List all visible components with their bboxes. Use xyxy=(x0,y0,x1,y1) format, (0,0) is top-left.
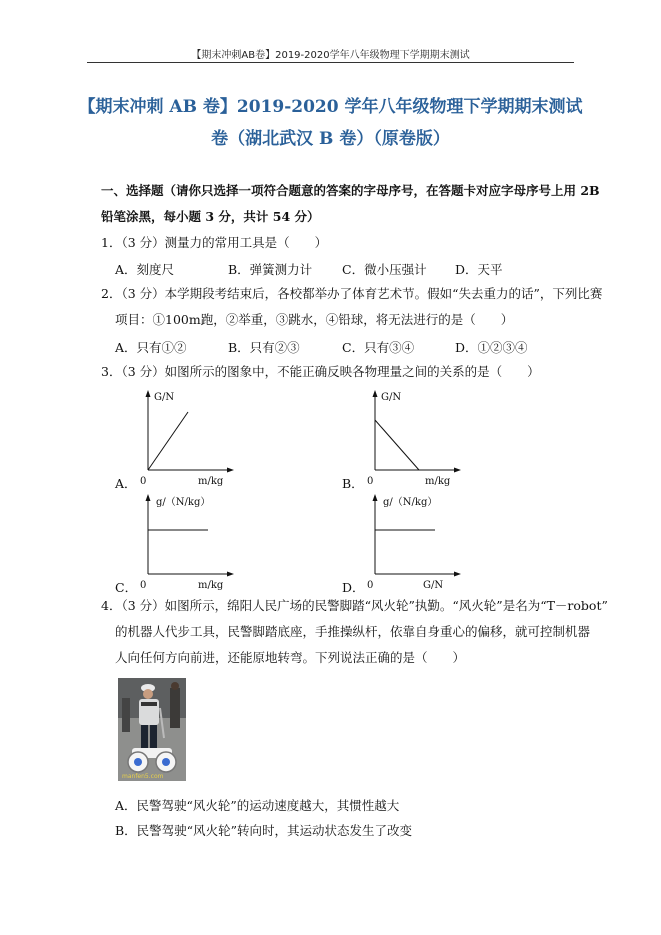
q3-option-b-letter: B． xyxy=(342,476,364,491)
q3-graph-c-origin: 0 xyxy=(140,580,147,591)
q2-option-c: C．只有③④ xyxy=(342,340,415,355)
question-2-line1: 2．（3 分）本学期段考结束后，各校都举办了体育艺术节。假如“失去重力的话”，下列比赛 xyxy=(101,286,603,301)
q3-graph-b-origin: 0 xyxy=(367,476,374,487)
q3-graph-c-xlabel: m/kg xyxy=(198,580,224,591)
q3-graph-c-ylabel: g/（N/kg） xyxy=(156,497,211,508)
q1-option-b: B．弹簧测力计 xyxy=(228,262,313,277)
document-title-line2: 卷（湖北武汉 B 卷）（原卷版） xyxy=(211,129,450,149)
header-rule xyxy=(87,62,574,63)
q2-option-a: A．只有①② xyxy=(115,340,187,355)
q1-option-c: C．微小压强计 xyxy=(342,262,427,277)
question-4-line3: 人向任何方向前进，还能原地转弯。下列说法正确的是（ ） xyxy=(115,650,466,665)
q1-option-d: D．天平 xyxy=(455,262,503,277)
q4-photo xyxy=(118,678,186,781)
question-3-stem: 3．（3 分）如图所示的图象中，不能正确反映各物理量之间的关系的是（ ） xyxy=(101,364,540,379)
q3-graph-d xyxy=(357,492,557,596)
question-4-line2: 的机器人代步工具，民警脚踏底座，手推操纵杆，依靠自身重心的偏移，就可控制机器 xyxy=(115,624,591,639)
q3-option-d-letter: D． xyxy=(342,580,365,595)
section-heading-line2: 铅笔涂黑，每小题 3 分，共计 54 分） xyxy=(101,209,320,224)
q3-graph-a-xlabel: m/kg xyxy=(198,476,224,487)
q4-option-a: A．民警驾驶“风火轮”的运动速度越大，其惯性越大 xyxy=(115,798,400,813)
q3-option-c-letter: C． xyxy=(115,580,138,595)
q3-graph-b-ylabel: G/N xyxy=(381,392,402,403)
section-heading-line1: 一、选择题（请你只选择一项符合题意的答案的字母序号，在答题卡对应字母序号上用 2B xyxy=(101,183,600,198)
q2-option-d: D．①②③④ xyxy=(455,340,528,355)
q3-graph-b xyxy=(357,388,557,492)
question-1-stem: 1．（3 分）测量力的常用工具是（ ） xyxy=(101,235,328,250)
question-2-line2: 项目：①100m跑，②举重，③跳水，④铅球，将无法进行的是（ ） xyxy=(115,312,514,327)
q3-graph-d-ylabel: g/（N/kg） xyxy=(383,497,438,508)
q3-option-a-letter: A． xyxy=(115,476,137,491)
q3-graph-d-xlabel: G/N xyxy=(423,580,444,591)
q3-graph-a-origin: 0 xyxy=(140,476,147,487)
q1-option-a: A．刻度尺 xyxy=(115,262,175,277)
q3-graph-c xyxy=(130,492,330,596)
q3-graph-b-xlabel: m/kg xyxy=(425,476,451,487)
q2-option-b: B．只有②③ xyxy=(228,340,300,355)
q3-graph-a-ylabel: G/N xyxy=(154,392,175,403)
q4-option-b: B．民警驾驶“风火轮”转向时，其运动状态发生了改变 xyxy=(115,823,412,838)
document-title-line1: 【期末冲刺 AB 卷】2019-2020 学年八年级物理下学期期末测试 xyxy=(78,97,583,117)
running-header: 【期末冲刺AB卷】2019-2020学年八年级物理下学期期末测试 xyxy=(191,50,470,61)
q3-graph-d-origin: 0 xyxy=(367,580,374,591)
q3-graph-a xyxy=(130,388,330,492)
photo-watermark: manfen5.com xyxy=(122,773,164,780)
question-4-line1: 4．（3 分）如图所示，绵阳人民广场的民警脚踏“风火轮”执勤。“风火轮”是名为“T－robot” xyxy=(101,598,608,613)
